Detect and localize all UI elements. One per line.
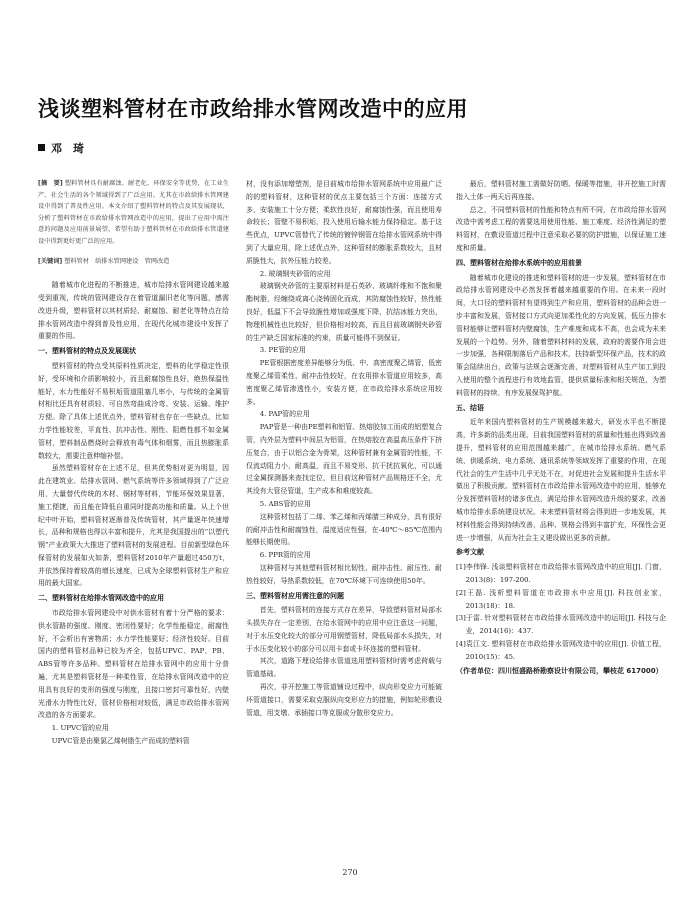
article-title: 浅谈塑料管材在市政给排水管网改造中的应用	[38, 97, 468, 121]
paragraph: 塑料管材的特点受其原料性质决定，塑料的化学稳定性很好，受环境和介质影响较小，而且耐腐蚀性良好，绝热保温性能好，水力性能好不易积垢管道阻塞几率小，与传统的金属管材相比还具有材质轻、可自然弯曲成冷弯、安装、运输、维护方便。除了具体上述优点外，塑料管材也存在一些缺点，比如力学性能较差，平直性、抗冲击性、刚性、阻燃性都不如金属管材，塑料制品燃烧时会释放有毒气体和烟雾，而且热膨胀系数较大，需要注意伸缩补偿。	[38, 361, 229, 460]
keywords-text: 塑料管材 给排水管网建设 管网改造	[64, 257, 170, 265]
paragraph: 随着城市化建设的推进和塑料管材的进一步发展，塑料管材在市政给排水管网建设中必然发挥着越来越重要的作用。在未来一段时间，大口径的塑料管材有望得到生产和应用，塑料管材的品种会进一步丰富和发展，管材接口方式向更加柔性化的方向发展，低压力排水管材能够让塑料管材内壁腐蚀，生产难度和成本不高，也会成为未来发展的一个趋势。另外，随着塑料材料的发展，政府的需要作用会进一步加强，各种限制落后产品和技术，扶持新型环保产品，技术的政策会陆续出台，政策与法规会逐渐完善，对塑料管材从生产加工到投入使用的整个流程进行有效地监管，提供质量标准和相关规范，为塑料管材的持续、有序发展保驾护航。	[456, 273, 666, 397]
square-bullet-icon	[38, 144, 45, 151]
paragraph: 这种管材包括丁二烯、苯乙烯和丙烯腈三种成分，具有很好的耐冲击性和耐腐蚀性，温度适应性强，在-40℃～85℃范围内能够长期使用。	[246, 512, 442, 547]
column-2-body	[246, 178, 442, 719]
paragraph: 虽然塑料管材存在上述不足，但其优势相对更为明显，因此在建筑业、给排水管网、燃气系统等许多领域得到了广泛应用，大量替代传统的木材、钢材等材料，节能环保效果显著，施工便捷，而且能在降低自重同时提高功能和质量。从上个世纪中叶开始，塑料管材逐渐普及传统管材，其产量逐年快速增长，品种和规格也得以丰富和提升，尤其是我国提出的“以塑代钢”产业政策大大推进了塑料管材的发展进程。目前新型绿色环保管材的发展如火如荼，塑料管材2010年产量超过450万t，并依然保持着较高的增长速度，已成为全球塑料管材生产和应用的最大国家。	[38, 464, 229, 588]
paragraph: 近年来国内塑料管材的生产规模越来越大，研发水平也不断提高，许多新的品类出现，目前我国塑料管材的质量和性能也得到改善提升，塑料管材的应用范围越来越广，在城市给排水系统、燃气系统、供暖系统、电力系统、通讯系统等领域发挥了重要的作用，在现代社会的生产生活中几乎无处不在，对促进社会发展和提升生活水平做出了积极贡献。塑料管材在市政给排水管网改造中的应用，能够充分发挥塑料管材的诸多优点，满足给排水管网改造升级的要求，改善城市给排水系统建设状况。未来塑料管材将会得到进一步地发展，其材料性能会得到持续改善，品种、规格会得到丰富扩充，环保性会更进一步增强，从而为社会主义建设做出更多的贡献。	[456, 418, 666, 542]
paragraph: 随着城市化进程的不断推进，城市给排水管网建设越来越受到重视，传统的管网建设存在着管道漏旧老化等问题，感需改进升级，塑料管材以其材质轻、耐腐蚀、耐老化等特点在给排水管网改造中得到普及性应用，在现代化城市建设中发挥了重要的作用。	[38, 281, 229, 341]
reference-item: [4]袁江文. 塑料管材在市政给排水管网改造中的应用[J]. 价值工程，2010(15)：45.	[456, 639, 666, 661]
paragraph: UPVC管是由聚氯乙烯树脂生产而成的塑料管	[51, 737, 190, 746]
section-heading: 二、塑料管材在给排水管网改造中的应用	[38, 594, 164, 603]
paragraph: 其次，道路下埋设给排水管道选用塑料管材时需考虑荷载与管道基础。	[246, 657, 442, 679]
paragraph: 再次，非开挖施工等管道铺设过程中，纵向形变应力可能破坏管道接口，需要采取克服纵向变形应力的措施，例如轮形敷设管道，用支墩、承插接口等克服或分散形变应力。	[246, 683, 442, 717]
paragraph: PE管根据密度差异能够分为低、中、高密度聚乙烯管，低密度聚乙烯管柔性、耐冲击性较好，在农用排水管道应用较多，高密度聚乙烯管渗透性小，安装方便，在市政给排水系统应用较多。	[246, 359, 442, 406]
paragraph: 这种管材与其他塑料管材相比韧性、耐冲击性、耐压性、耐热性较好，导热系数较低，在70℃环境下可连续使用50年。	[246, 563, 442, 585]
section-heading: 一、塑料管材的特点及发展现状	[38, 347, 136, 356]
reference-item: [1]李伟锋. 浅谈塑料管材在市政给排水管网改造中的应用[J]. 门窗，2013(8)：197-200.	[456, 563, 666, 584]
paragraph: 最后，塑料管材施工需做好防晒、保暖等措施，非开挖施工时需指入土体一两天后再连接。	[456, 180, 666, 201]
paragraph: 市政给排水管网建设中对供水管材有着十分严格的要求：供水管路的强度、刚度、密闭性要好；化学性能稳定，耐腐性好，不会析出有害物质；水力学性能要好；经济性较好。目前国内的塑料管材品种已较为齐全，包括UPVC、PAP、PB、ABS管等许多品种。塑料管材在给排水管网中的应用十分普遍，尤其是塑料管材是一种柔性管，在给排水管网改造中的应用具有良好的变形的强度与刚度，且接口密封可靠性好，内壁光滑水力特性比好，管材价格相对较低，满足市政给排水管网改造的各方面要求。	[38, 609, 229, 720]
paragraph: 材，没有添加增塑剂，是目前城市给排水管网系统中应用最广泛的的塑料管材，这种管材的优点主要包括三个方面：连接方式多，安装施工十分方便；柔软性良好，耐腐蚀性强，而且使用寿命较长；管壁不易积垢，投入使用后输水能力保持稳定。基于这些优点，UPVC管替代了传统的镀锌钢管在给排水管网系统中得到了大量应用，除上述优点外，这种管材的膨胀系数较大，且材质脆性大，抗外压能力较差。	[246, 180, 442, 265]
author-unit: （作者单位：四川恒盛路桥勘察设计有限公司，攀枝花 617000）	[456, 667, 663, 676]
paragraph: 4. PAP管的应用	[259, 410, 310, 419]
paragraph: 6. PPR管的应用	[259, 551, 311, 560]
column-1-body	[38, 279, 229, 748]
paragraph: 2. 玻璃钢夹砂管的应用	[259, 269, 331, 278]
references-list	[456, 561, 666, 663]
abstract-label: [摘 要]	[38, 180, 63, 187]
column-2	[246, 178, 442, 719]
paragraph: 总之，不同塑料管材的性能和特点有所不同，在市政给排水管网改造中需考虑工程的需要选用使用性能、施工难度、经济性满足的塑料管材，在敷设管道过程中注意采取必要的防护措施，以保证施工速度和质量。	[456, 205, 666, 252]
column-1	[38, 178, 229, 748]
abstract	[38, 178, 229, 267]
column-3	[456, 178, 666, 678]
paragraph: 3. PE管的应用	[259, 346, 306, 355]
paragraph: 5. ABS管的应用	[259, 499, 311, 508]
section-heading: 四、塑料管材在给排水系统中的应用前景	[456, 258, 582, 267]
page-number: 270	[342, 868, 358, 877]
column-3-body	[456, 178, 666, 544]
keywords-label: [关键词]	[38, 257, 63, 265]
keywords	[38, 256, 229, 268]
references-heading: 参考文献	[456, 548, 484, 557]
section-heading: 三、塑料管材应用需注意的问题	[246, 591, 344, 600]
reference-item: [3]于雷. 针对塑料管材在市政给排水管网改造中的运用[J]. 科技与企业，2014(16)：437.	[456, 614, 666, 636]
paragraph: 玻璃钢夹砂管的主要原材料是石英砂、玻璃纤维和不饱和聚酯树脂，经缠绕或离心浇铸固化而成，其防腐蚀性较好，热性能良好，低温下不会导致脆性增加或强度下降，抗结冰能力突出，物理机械性也比较好，但价格相对较高，而且目前玻璃钢夹砂管的生产缺乏国家标准的约束，质量可能得不到保证。	[246, 282, 442, 342]
paragraph: 1. UPVC管的应用	[51, 724, 109, 733]
abstract-text: 塑料管材具有耐腐蚀、耐老化、环保安全等优势，在工业生产、社会生活的各个领域得到了广泛应用。尤其在市政给排水管网建设中得到了普及性应用。本文介绍了塑料管材的特点及其发展现状，分析了塑料管材在市政给排水管网改造中的应用，提出了应用中需注意的问题及应用前景展望，希望有助于塑料管材在市政给排水管道建设中得到更好更广泛的应用。	[38, 180, 230, 245]
author-line	[38, 140, 84, 156]
section-heading: 五、结语	[456, 403, 484, 412]
paragraph: 首先，塑料管材的连接方式存在差异，导致塑料管材局部水头损失存在一定差别，在给水管网中的应用中应注意这一问题，对于水压变化较大的部分可用钢塑管材，降低局部水头损失，对于水压变化较小的部分可以用卡套或卡环连接的塑料管材。	[246, 606, 442, 653]
paragraph: PAP管是一种由PE塑料和铝管、热熔胶加工而成的铝塑复合管，内外层为塑料中间层为铝管，在热熔胶在高温高压条件下挤压复合，由于以铝合金为骨架，这种管材兼有金属管的性能，不仅流动阻力小，耐高温，而且不易变形、抗干扰抗氧化，可以通过金属探测器来查找定位，但目前这种管材产品规格还不全，尤其没有大管径管道，生产成本和难度较高。	[246, 423, 442, 496]
reference-item: [2]王磊. 浅析塑料管道在市政排水中应用[J]. 科技创业家，2013(18)：18.	[456, 588, 666, 610]
author-name: 邓 琦	[51, 142, 84, 155]
